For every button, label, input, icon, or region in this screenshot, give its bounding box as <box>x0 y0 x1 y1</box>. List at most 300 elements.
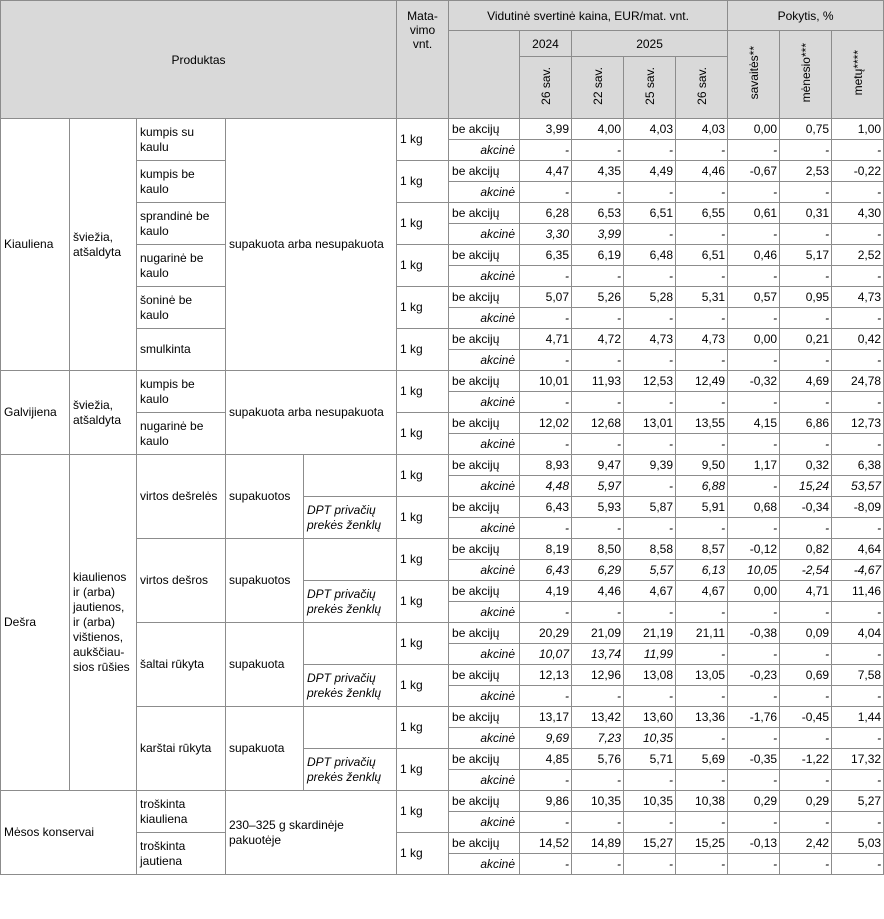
value-cell: -0,35 <box>728 749 780 770</box>
value-cell: 0,57 <box>728 287 780 308</box>
value-cell: -8,09 <box>832 497 884 518</box>
value-cell: - <box>624 140 676 161</box>
price-type-cell: akcinė <box>449 308 520 329</box>
value-cell: 0,21 <box>780 329 832 350</box>
value-cell: 0,95 <box>780 287 832 308</box>
price-type-cell: akcinė <box>449 476 520 497</box>
value-cell: 5,26 <box>572 287 624 308</box>
product-name-cell: virtos dešros <box>137 539 226 623</box>
value-cell: 1,17 <box>728 455 780 476</box>
value-cell: 3,30 <box>520 224 572 245</box>
value-cell: - <box>728 728 780 749</box>
value-cell: - <box>832 644 884 665</box>
value-cell: 5,31 <box>676 287 728 308</box>
value-cell: 4,69 <box>780 371 832 392</box>
unit-cell: 1 kg <box>397 791 449 833</box>
price-type-cell: akcinė <box>449 602 520 623</box>
value-cell: 13,36 <box>676 707 728 728</box>
value-cell: 0,75 <box>780 119 832 140</box>
value-cell: - <box>728 434 780 455</box>
value-cell: 0,00 <box>728 581 780 602</box>
value-cell: - <box>728 140 780 161</box>
value-cell: -0,38 <box>728 623 780 644</box>
packaging-cell: supakuota <box>226 707 304 791</box>
product-name-cell: nugarinė be kaulo <box>137 413 226 455</box>
value-cell: - <box>728 812 780 833</box>
value-cell: 13,01 <box>624 413 676 434</box>
header-produktas: Produktas <box>1 1 397 119</box>
value-cell: 4,00 <box>572 119 624 140</box>
header-kaina: Vidutinė svertinė kaina, EUR/mat. vnt. <box>449 1 728 31</box>
value-cell: - <box>780 686 832 707</box>
unit-cell: 1 kg <box>397 581 449 623</box>
value-cell: - <box>676 182 728 203</box>
value-cell: - <box>624 770 676 791</box>
value-cell: - <box>572 140 624 161</box>
value-cell: 0,61 <box>728 203 780 224</box>
value-cell: - <box>676 350 728 371</box>
value-cell: - <box>832 182 884 203</box>
value-cell: - <box>676 728 728 749</box>
value-cell: - <box>676 266 728 287</box>
value-cell: - <box>572 686 624 707</box>
value-cell: - <box>624 350 676 371</box>
value-cell: - <box>624 434 676 455</box>
header-year-2024: 2024 <box>520 31 572 57</box>
price-type-cell: akcinė <box>449 770 520 791</box>
value-cell: - <box>728 476 780 497</box>
value-cell: 13,05 <box>676 665 728 686</box>
value-cell: - <box>676 392 728 413</box>
value-cell: 0,32 <box>780 455 832 476</box>
value-cell: - <box>624 392 676 413</box>
value-cell: - <box>728 392 780 413</box>
value-cell: 12,68 <box>572 413 624 434</box>
value-cell: 6,43 <box>520 560 572 581</box>
value-cell: - <box>780 350 832 371</box>
price-type-cell: be akcijų <box>449 833 520 854</box>
value-cell: - <box>728 854 780 875</box>
product-name-cell: sprandinė be kaulo <box>137 203 226 245</box>
header-pokytis: Pokytis, % <box>728 1 884 31</box>
price-type-cell: be akcijų <box>449 161 520 182</box>
value-cell: 15,27 <box>624 833 676 854</box>
value-cell: - <box>832 140 884 161</box>
value-cell: -0,67 <box>728 161 780 182</box>
subcategory-cell: šviežia, atšaldyta <box>70 119 137 371</box>
value-cell: - <box>624 266 676 287</box>
value-cell: - <box>520 854 572 875</box>
value-cell: 4,49 <box>624 161 676 182</box>
value-cell: 10,07 <box>520 644 572 665</box>
value-cell: - <box>832 392 884 413</box>
price-type-cell: be akcijų <box>449 455 520 476</box>
value-cell: - <box>780 182 832 203</box>
value-cell: 5,57 <box>624 560 676 581</box>
value-cell: 6,38 <box>832 455 884 476</box>
value-cell: 4,19 <box>520 581 572 602</box>
value-cell: -0,12 <box>728 539 780 560</box>
value-cell: -0,13 <box>728 833 780 854</box>
value-cell: 4,73 <box>832 287 884 308</box>
value-cell: 4,85 <box>520 749 572 770</box>
price-type-cell: be akcijų <box>449 413 520 434</box>
value-cell: 14,89 <box>572 833 624 854</box>
value-cell: 4,46 <box>676 161 728 182</box>
price-type-cell: akcinė <box>449 518 520 539</box>
value-cell: 6,55 <box>676 203 728 224</box>
price-type-cell: akcinė <box>449 560 520 581</box>
value-cell: - <box>520 434 572 455</box>
value-cell: - <box>520 308 572 329</box>
value-cell: 0,42 <box>832 329 884 350</box>
value-cell: 53,57 <box>832 476 884 497</box>
price-type-cell: be akcijų <box>449 287 520 308</box>
value-cell: - <box>780 728 832 749</box>
value-cell: 20,29 <box>520 623 572 644</box>
value-cell: - <box>832 770 884 791</box>
value-cell: - <box>676 686 728 707</box>
brand-cell <box>304 455 397 497</box>
value-cell: 3,99 <box>572 224 624 245</box>
value-cell: 12,96 <box>572 665 624 686</box>
product-name-cell: šaltai rūkyta <box>137 623 226 707</box>
value-cell: 6,28 <box>520 203 572 224</box>
unit-cell: 1 kg <box>397 245 449 287</box>
product-name-cell: troškinta kiauliena <box>137 791 226 833</box>
header-year-2025: 2025 <box>572 31 728 57</box>
value-cell: - <box>676 140 728 161</box>
price-type-cell: be akcijų <box>449 623 520 644</box>
value-cell: - <box>728 182 780 203</box>
value-cell: 9,47 <box>572 455 624 476</box>
value-cell: - <box>832 812 884 833</box>
value-cell: - <box>676 812 728 833</box>
value-cell: 5,27 <box>832 791 884 812</box>
price-type-cell: be akcijų <box>449 665 520 686</box>
brand-cell <box>304 707 397 749</box>
table-row <box>1 455 884 476</box>
value-cell: 5,71 <box>624 749 676 770</box>
value-cell: 10,35 <box>572 791 624 812</box>
value-cell: - <box>572 602 624 623</box>
category-cell: Kiauliena <box>1 119 70 371</box>
value-cell: 6,53 <box>572 203 624 224</box>
value-cell: -1,22 <box>780 749 832 770</box>
value-cell: - <box>780 308 832 329</box>
value-cell: - <box>832 854 884 875</box>
value-cell: 5,03 <box>832 833 884 854</box>
table-body <box>1 119 884 875</box>
value-cell: - <box>832 686 884 707</box>
value-cell: 15,25 <box>676 833 728 854</box>
value-cell: - <box>676 854 728 875</box>
brand-cell: DPT privačių prekės ženklų <box>304 749 397 791</box>
value-cell: - <box>728 350 780 371</box>
value-cell: - <box>624 224 676 245</box>
value-cell: 10,35 <box>624 728 676 749</box>
value-cell: - <box>676 518 728 539</box>
subcategory-cell: šviežia, atšaldyta <box>70 371 137 455</box>
packaging-cell: supakuota arba nesupakuota <box>226 119 397 371</box>
value-cell: 1,44 <box>832 707 884 728</box>
table-row <box>1 791 884 812</box>
value-cell: - <box>624 812 676 833</box>
header-change-month: mėnesio*** <box>780 31 832 119</box>
value-cell: 12,53 <box>624 371 676 392</box>
value-cell: 4,35 <box>572 161 624 182</box>
product-name-cell: kumpis be kaulo <box>137 371 226 413</box>
value-cell: - <box>832 350 884 371</box>
value-cell: 13,74 <box>572 644 624 665</box>
header-change-year: metų**** <box>832 31 884 119</box>
product-name-cell: kumpis be kaulo <box>137 161 226 203</box>
value-cell: 6,43 <box>520 497 572 518</box>
value-cell: 6,48 <box>624 245 676 266</box>
value-cell: 24,78 <box>832 371 884 392</box>
packaging-cell: supakuotos <box>226 539 304 623</box>
value-cell: 6,88 <box>676 476 728 497</box>
value-cell: - <box>572 392 624 413</box>
value-cell: 21,19 <box>624 623 676 644</box>
value-cell: - <box>572 518 624 539</box>
product-name-cell: nugarinė be kaulo <box>137 245 226 287</box>
product-name-cell: virtos dešrelės <box>137 455 226 539</box>
value-cell: - <box>572 854 624 875</box>
value-cell: - <box>728 308 780 329</box>
value-cell: 15,24 <box>780 476 832 497</box>
price-type-cell: akcinė <box>449 812 520 833</box>
value-cell: - <box>832 728 884 749</box>
value-cell: 3,99 <box>520 119 572 140</box>
value-cell: - <box>676 224 728 245</box>
price-type-cell: be akcijų <box>449 329 520 350</box>
price-type-cell: be akcijų <box>449 539 520 560</box>
table-row <box>1 371 884 392</box>
value-cell: - <box>676 644 728 665</box>
value-cell: - <box>520 602 572 623</box>
value-cell: 6,35 <box>520 245 572 266</box>
value-cell: 0,68 <box>728 497 780 518</box>
value-cell: - <box>624 602 676 623</box>
value-cell: -0,45 <box>780 707 832 728</box>
value-cell: - <box>572 770 624 791</box>
value-cell: - <box>676 434 728 455</box>
value-cell: 12,13 <box>520 665 572 686</box>
price-type-cell: be akcijų <box>449 245 520 266</box>
value-cell: - <box>780 434 832 455</box>
price-type-cell: akcinė <box>449 140 520 161</box>
value-cell: - <box>780 224 832 245</box>
value-cell: - <box>832 518 884 539</box>
value-cell: 6,51 <box>624 203 676 224</box>
table-row <box>1 119 884 140</box>
value-cell: - <box>780 392 832 413</box>
header-week: 25 sav. <box>624 57 676 119</box>
unit-cell: 1 kg <box>397 119 449 161</box>
value-cell: 11,46 <box>832 581 884 602</box>
value-cell: 14,52 <box>520 833 572 854</box>
value-cell: - <box>728 266 780 287</box>
value-cell: - <box>780 266 832 287</box>
packaging-cell: supakuotos <box>226 455 304 539</box>
value-cell: 4,03 <box>624 119 676 140</box>
value-cell: 2,53 <box>780 161 832 182</box>
value-cell: 2,52 <box>832 245 884 266</box>
value-cell: - <box>572 182 624 203</box>
value-cell: 13,42 <box>572 707 624 728</box>
product-name-cell: karštai rūkyta <box>137 707 226 791</box>
value-cell: - <box>728 770 780 791</box>
value-cell: 4,73 <box>624 329 676 350</box>
value-cell: - <box>520 812 572 833</box>
value-cell: 7,23 <box>572 728 624 749</box>
value-cell: 21,11 <box>676 623 728 644</box>
value-cell: - <box>520 140 572 161</box>
product-name-cell: smulkinta <box>137 329 226 371</box>
value-cell: 5,07 <box>520 287 572 308</box>
value-cell: - <box>780 644 832 665</box>
price-type-cell: be akcijų <box>449 749 520 770</box>
value-cell: -2,54 <box>780 560 832 581</box>
price-type-cell: akcinė <box>449 392 520 413</box>
value-cell: 4,47 <box>520 161 572 182</box>
unit-cell: 1 kg <box>397 539 449 581</box>
value-cell: 0,09 <box>780 623 832 644</box>
value-cell: - <box>728 686 780 707</box>
value-cell: - <box>780 854 832 875</box>
value-cell: 5,76 <box>572 749 624 770</box>
value-cell: 0,00 <box>728 329 780 350</box>
value-cell: 5,28 <box>624 287 676 308</box>
header-blank <box>449 31 520 119</box>
value-cell: 4,71 <box>780 581 832 602</box>
value-cell: 4,73 <box>676 329 728 350</box>
packaging-cell: 230–325 g skardinėje pakuotėje <box>226 791 397 875</box>
value-cell: 4,72 <box>572 329 624 350</box>
unit-cell: 1 kg <box>397 497 449 539</box>
price-type-cell: be akcijų <box>449 203 520 224</box>
value-cell: - <box>572 266 624 287</box>
table-header <box>1 1 884 119</box>
value-cell: 13,55 <box>676 413 728 434</box>
unit-cell: 1 kg <box>397 287 449 329</box>
brand-cell <box>304 623 397 665</box>
value-cell: 7,58 <box>832 665 884 686</box>
price-type-cell: akcinė <box>449 686 520 707</box>
value-cell: 12,73 <box>832 413 884 434</box>
value-cell: 12,49 <box>676 371 728 392</box>
value-cell: - <box>728 518 780 539</box>
value-cell: - <box>624 518 676 539</box>
brand-cell: DPT privačių prekės ženklų <box>304 581 397 623</box>
price-type-cell: be akcijų <box>449 497 520 518</box>
value-cell: - <box>728 602 780 623</box>
value-cell: 13,17 <box>520 707 572 728</box>
value-cell: 5,91 <box>676 497 728 518</box>
value-cell: - <box>624 182 676 203</box>
value-cell: - <box>676 770 728 791</box>
value-cell: 6,19 <box>572 245 624 266</box>
value-cell: - <box>728 644 780 665</box>
value-cell: - <box>520 392 572 413</box>
brand-cell: DPT privačių prekės ženklų <box>304 665 397 707</box>
value-cell: 4,46 <box>572 581 624 602</box>
price-type-cell: akcinė <box>449 182 520 203</box>
price-type-cell: akcinė <box>449 224 520 245</box>
value-cell: -0,23 <box>728 665 780 686</box>
value-cell: 0,46 <box>728 245 780 266</box>
value-cell: 8,58 <box>624 539 676 560</box>
value-cell: - <box>520 518 572 539</box>
value-cell: 6,51 <box>676 245 728 266</box>
value-cell: 4,15 <box>728 413 780 434</box>
value-cell: - <box>780 602 832 623</box>
value-cell: - <box>624 686 676 707</box>
value-cell: 6,29 <box>572 560 624 581</box>
value-cell: 2,42 <box>780 833 832 854</box>
value-cell: - <box>520 686 572 707</box>
value-cell: 9,69 <box>520 728 572 749</box>
value-cell: 8,57 <box>676 539 728 560</box>
price-type-cell: be akcijų <box>449 791 520 812</box>
product-name-cell: troškinta jautiena <box>137 833 226 875</box>
value-cell: 5,87 <box>624 497 676 518</box>
price-type-cell: be akcijų <box>449 119 520 140</box>
value-cell: 0,29 <box>728 791 780 812</box>
value-cell: - <box>780 518 832 539</box>
value-cell: 0,29 <box>780 791 832 812</box>
unit-cell: 1 kg <box>397 329 449 371</box>
value-cell: 1,00 <box>832 119 884 140</box>
header-matavimo: Mata-vimo vnt. <box>397 1 449 119</box>
value-cell: 8,50 <box>572 539 624 560</box>
unit-cell: 1 kg <box>397 749 449 791</box>
value-cell: 4,67 <box>676 581 728 602</box>
value-cell: - <box>572 350 624 371</box>
value-cell: 5,93 <box>572 497 624 518</box>
value-cell: -4,67 <box>832 560 884 581</box>
unit-cell: 1 kg <box>397 161 449 203</box>
price-type-cell: akcinė <box>449 644 520 665</box>
value-cell: - <box>832 266 884 287</box>
header-change-week: savaitės** <box>728 31 780 119</box>
header-week: 22 sav. <box>572 57 624 119</box>
category-cell: Galvijiena <box>1 371 70 455</box>
price-type-cell: akcinė <box>449 266 520 287</box>
price-type-cell: akcinė <box>449 854 520 875</box>
value-cell: 4,03 <box>676 119 728 140</box>
unit-cell: 1 kg <box>397 455 449 497</box>
value-cell: 21,09 <box>572 623 624 644</box>
value-cell: 0,82 <box>780 539 832 560</box>
value-cell: 6,13 <box>676 560 728 581</box>
value-cell: 10,38 <box>676 791 728 812</box>
header-week: 26 sav. <box>676 57 728 119</box>
value-cell: - <box>624 854 676 875</box>
value-cell: 5,69 <box>676 749 728 770</box>
unit-cell: 1 kg <box>397 371 449 413</box>
value-cell: - <box>832 434 884 455</box>
value-cell: 0,31 <box>780 203 832 224</box>
value-cell: - <box>832 308 884 329</box>
price-type-cell: be akcijų <box>449 581 520 602</box>
value-cell: -1,76 <box>728 707 780 728</box>
value-cell: - <box>624 476 676 497</box>
product-name-cell: kumpis su kaulu <box>137 119 226 161</box>
value-cell: - <box>780 140 832 161</box>
value-cell: - <box>832 224 884 245</box>
